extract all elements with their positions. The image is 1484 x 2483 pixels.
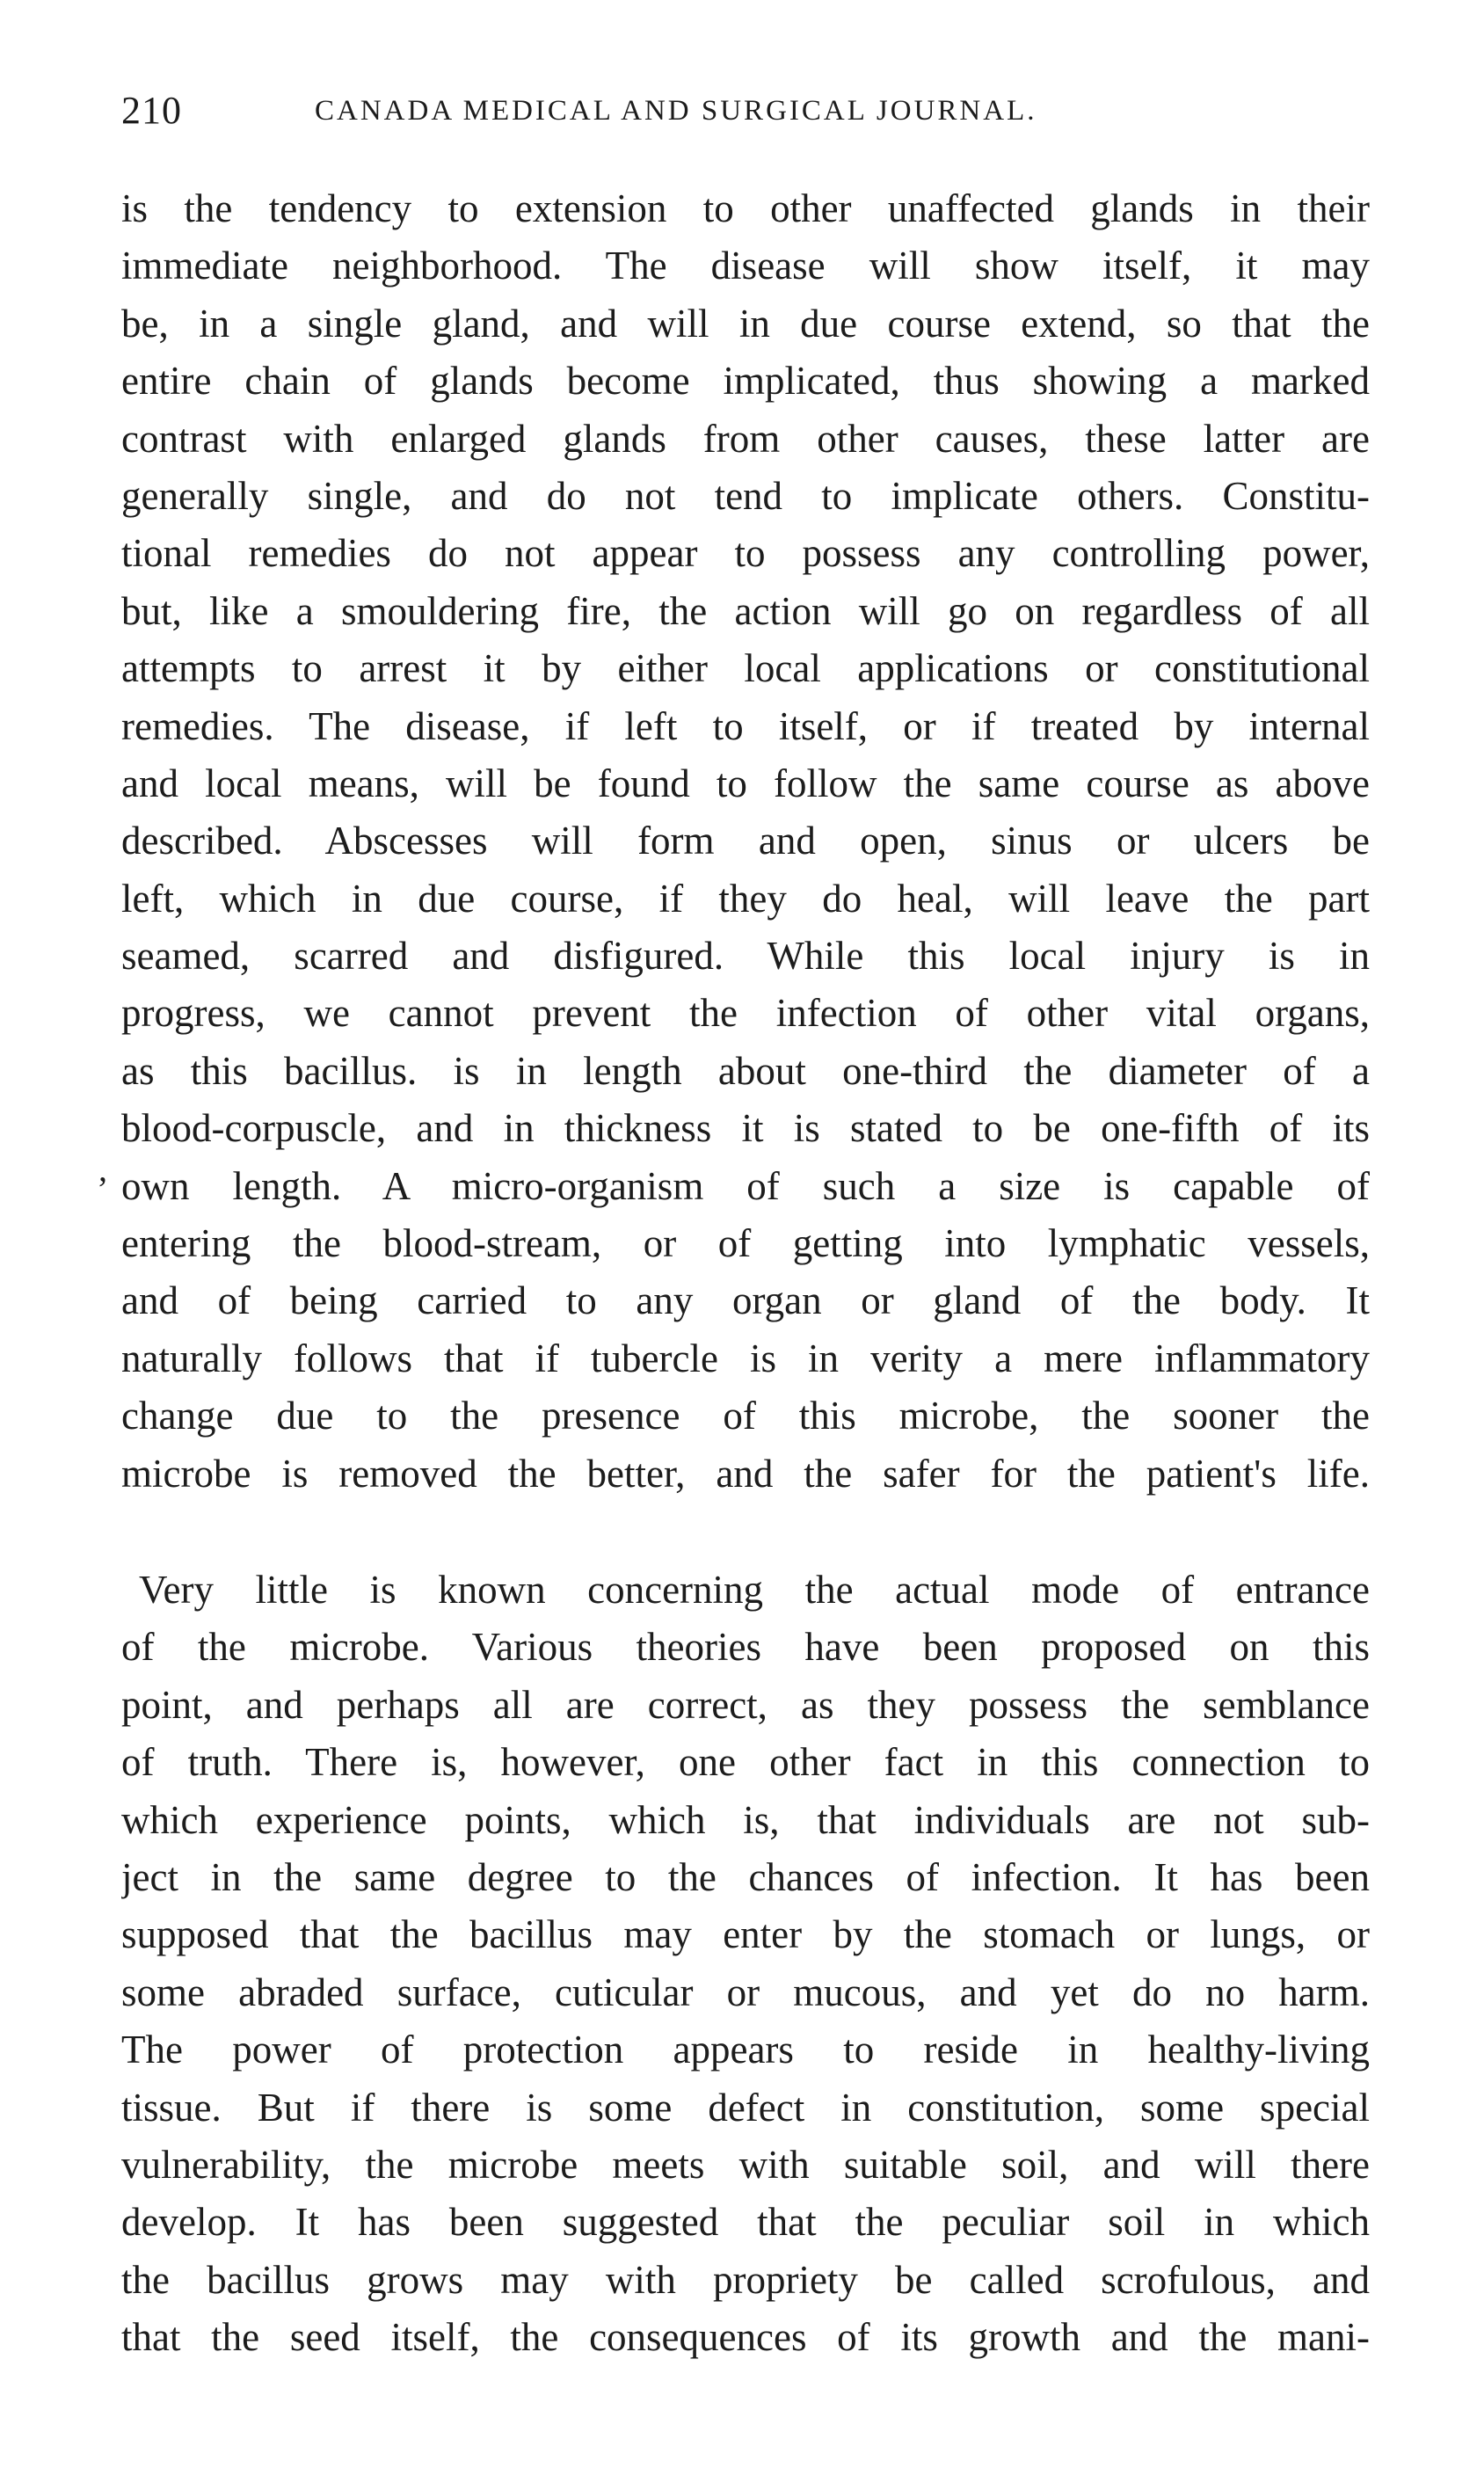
text-line: left, which in due course, if they do heal, will leave the part <box>121 876 1370 921</box>
text-line: immediate neighborhood. The disease will show itself, it may <box>121 244 1370 288</box>
text-line: generally single, and do not tend to implicate others. Constitu- <box>121 473 1370 518</box>
text-line: tional remedies do not appear to possess any controlling power, <box>121 531 1370 576</box>
paragraph-1 <box>121 180 1370 1503</box>
text-line: of the microbe. Various theories have been proposed on this <box>121 1625 1370 1670</box>
text-line: entering the blood-stream, or of getting into lymphatic vessels, <box>121 1221 1370 1266</box>
text-line: and of being carried to any organ or gland of the body. It <box>121 1278 1370 1323</box>
text-line: progress, we cannot prevent the infection of other vital organs, <box>121 991 1370 1036</box>
text-line: described. Abscesses will form and open, sinus or ulcers be <box>121 819 1370 863</box>
text-line: ject in the same degree to the chances of infection. It has been <box>121 1854 1370 1899</box>
text-line: is the tendency to extension to other unaffected glands in their <box>121 186 1370 230</box>
page-number: 210 <box>121 89 182 132</box>
text-line: contrast with enlarged glands from other causes, these latter are <box>121 416 1370 461</box>
text-line: some abraded surface, cuticular or mucous, and yet do no harm. <box>121 1970 1370 2014</box>
text-line: remedies. The disease, if left to itself, or if treated by internal <box>121 703 1370 748</box>
journal-title: CANADA MEDICAL AND SURGICAL JOURNAL. <box>315 95 1037 127</box>
text-line: as this bacillus. is in length about one-third the diameter of a <box>121 1048 1370 1093</box>
text-line: seamed, scarred and disfigured. While this local injury is in <box>121 934 1370 979</box>
text-line: but, like a smouldering fire, the action will go on regardless of all <box>121 588 1370 633</box>
text-line: of truth. There is, however, one other fact in this connection to <box>121 1740 1370 1785</box>
text-line: that the seed itself, the consequences of its growth and the mani- <box>121 2315 1370 2360</box>
text-line: attempts to arrest it by either local applications or constitutional <box>121 646 1370 691</box>
text-line: which experience points, which is, that individuals are not sub- <box>121 1797 1370 1842</box>
paragraph-2 <box>121 1562 1370 2366</box>
text-line: own length. A micro-organism of such a size is capable of <box>121 1163 1370 1208</box>
text-line: the bacillus grows may with propriety be called scrofulous, and <box>121 2257 1370 2302</box>
text-line: entire chain of glands become implicated, thus showing a marked <box>121 359 1370 404</box>
text-line: supposed that the bacillus may enter by the stomach or lungs, or <box>121 1912 1370 1957</box>
text-line: tissue. But if there is some defect in constitution, some special <box>121 2085 1370 2130</box>
text-line: naturally follows that if tubercle is in verity a mere inflammatory <box>121 1336 1370 1380</box>
running-head <box>121 88 1370 141</box>
text-line: change due to the presence of this microbe, the sooner the <box>121 1394 1370 1438</box>
text-line: Very little is known concerning the actual mode of entrance <box>139 1568 1370 1612</box>
margin-mark: , <box>98 1149 107 1189</box>
text-line: microbe is removed the better, and the safer for the patient's life. <box>121 1451 1370 1496</box>
text-line: vulnerability, the microbe meets with suitable soil, and will there <box>121 2142 1370 2187</box>
text-line: The power of protection appears to reside in healthy-living <box>121 2028 1370 2072</box>
text-line: develop. It has been suggested that the peculiar soil in which <box>121 2200 1370 2245</box>
text-line: blood-corpuscle, and in thickness it is stated to be one-fifth of its <box>121 1106 1370 1151</box>
text-line: point, and perhaps all are correct, as they possess the semblance <box>121 1682 1370 1727</box>
text-line: and local means, will be found to follow the same course as above <box>121 761 1370 805</box>
text-line: be, in a single gland, and will in due course extend, so that the <box>121 301 1370 346</box>
